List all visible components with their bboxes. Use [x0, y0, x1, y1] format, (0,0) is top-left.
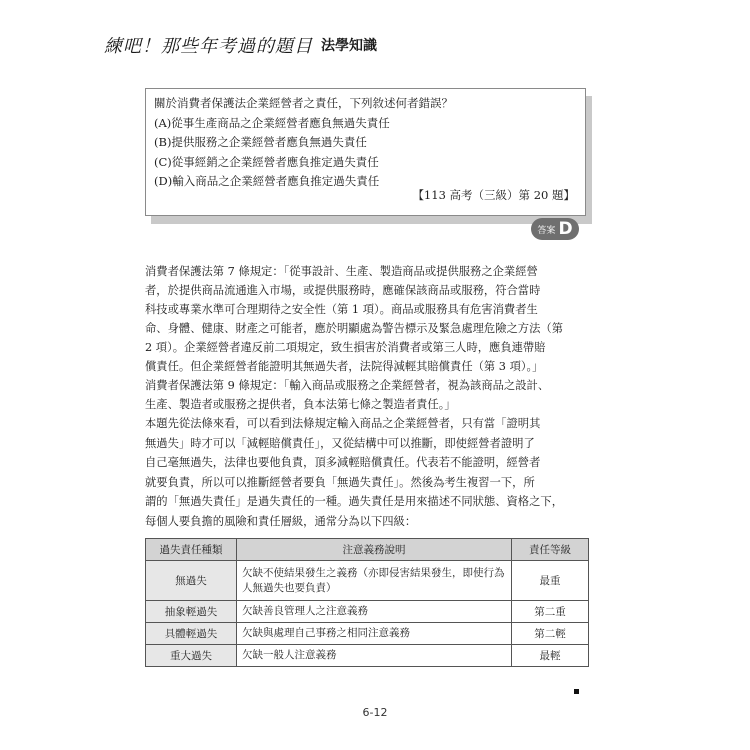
table-row [146, 601, 589, 623]
option-a: (A)從事生產商品之企業經營者應負無過失責任 [154, 115, 390, 130]
cell-type: 具體輕過失 [146, 623, 237, 645]
law-line: 命、身體、健康、財產之可能者，應於明顯處為警告標示及緊急處理危險之方法（第 [145, 322, 563, 335]
table-row [146, 561, 589, 601]
explain-line: 謂的「無過失責任」是過失責任的一種。過失責任是用來描述不同狀態、資格之下， [145, 495, 563, 509]
page-number: 6-12 [362, 706, 388, 719]
table-row [146, 645, 589, 667]
answer-value: D [558, 219, 573, 239]
law-line: 科技或專業水準可合理期待之安全性（第 1 項）。商品或服務具有危害消費者生 [145, 303, 538, 316]
law-quote [145, 262, 590, 414]
header-level: 責任等級 [512, 539, 589, 561]
question-source: 【113 高考（三級）第 20 題】 [412, 188, 575, 202]
table-row [146, 623, 589, 645]
answer-label: 答案 [537, 225, 556, 236]
cell-type: 抽象輕過失 [146, 601, 237, 623]
question-box [145, 88, 586, 216]
cell-type: 無過失 [146, 561, 237, 601]
explain-line: 無過失」時才可以「減輕賠償責任」，又從結構中可以推斷，即使經營者證明了 [145, 436, 535, 450]
option-b: (B)提供服務之企業經營者應負無過失責任 [154, 135, 367, 149]
explanation-body [145, 262, 590, 532]
cell-type: 重大過失 [146, 645, 237, 667]
cell-duty: 欠缺與處理自己事務之相同注意義務 [237, 623, 512, 645]
header-type: 過失責任種類 [146, 539, 237, 561]
page-header [104, 30, 377, 60]
cell-level: 最輕 [512, 645, 589, 667]
cell-duty: 欠缺一般人注意義務 [237, 645, 512, 667]
explanation-paragraph [145, 414, 590, 532]
option-d: (D)輸入商品之企業經營者應負推定過失責任 [154, 174, 380, 188]
end-mark-square [574, 689, 579, 694]
option-c: (C)從事經銷之企業經營者應負推定過失責任 [154, 154, 379, 169]
question-stem: 關於消費者保護法企業經營者之責任，下列敘述何者錯誤？ [154, 96, 453, 110]
explain-line: 每個人要負擔的風險和責任層級，通常分為以下四級： [145, 514, 417, 528]
cell-duty: 欠缺不使結果發生之義務（亦即侵害結果發生，即使行為人無過失也要負責） [237, 561, 512, 601]
header-duty: 注意義務說明 [237, 539, 512, 561]
fault-liability-table [145, 538, 589, 667]
law-line: 消費者保護法第 7 條規定：「從事設計、生產、製造商品或提供服務之企業經營 [145, 265, 538, 278]
question-text [154, 94, 453, 192]
law-line: 消費者保護法第 9 條規定：「輸入商品或服務之企業經營者，視為該商品之設計、 [145, 379, 550, 392]
subject-title: 法學知識 [321, 38, 377, 54]
cell-level: 最重 [512, 561, 589, 601]
section-handwritten-title: 練吧！那些年考過的題目 [104, 36, 313, 57]
law-line: 生產、製造者或服務之提供者，負本法第七條之製造者責任。」 [145, 398, 456, 411]
answer-badge [531, 218, 579, 240]
law-line: 償責任。但企業經營者能證明其無過失者，法院得減輕其賠償責任（第 3 項）。」 [145, 360, 544, 373]
explain-line: 本題先從法條來看，可以看到法條規定輸入商品之企業經營者，只有當「證明其 [145, 417, 541, 430]
cell-level: 第二重 [512, 601, 589, 623]
law-line: 者，於提供商品流通進入市場，或提供服務時，應確保該商品或服務，符合當時 [145, 284, 541, 297]
law-line: 2 項）。企業經營者違反前二項規定，致生損害於消費者或第三人時，應負連帶賠 [145, 341, 546, 354]
table-header-row [146, 539, 589, 561]
explain-line: 自己毫無過失，法律也要他負責，頂多減輕賠償責任。代表若不能證明，經營者 [145, 456, 541, 470]
cell-level: 第二輕 [512, 623, 589, 645]
cell-duty: 欠缺善良管理人之注意義務 [237, 601, 512, 623]
explain-line: 就要負責，所以可以推斷經營者要負「無過失責任」。然後為考生複習一下，所 [145, 475, 535, 489]
